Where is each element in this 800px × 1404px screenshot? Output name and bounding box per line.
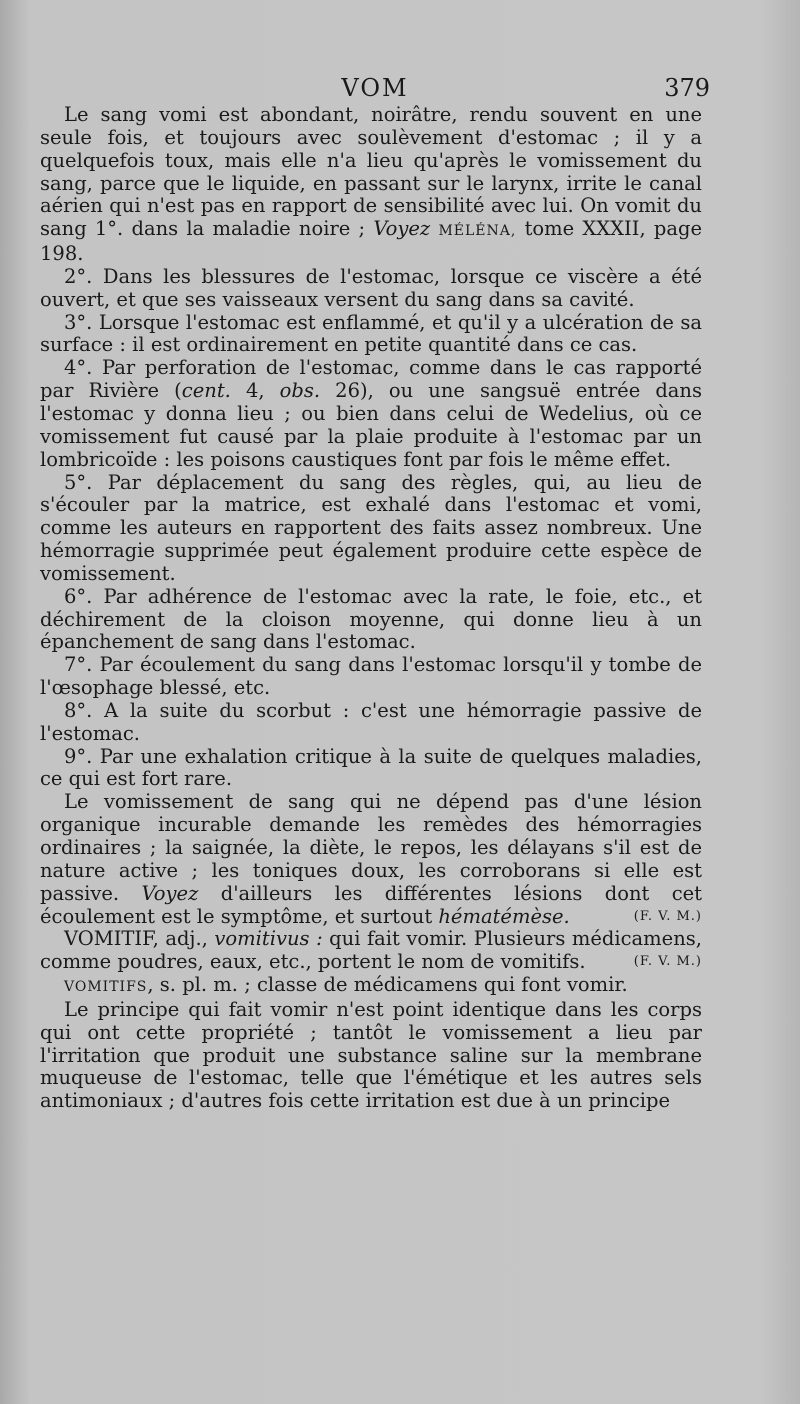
- paragraph-5: 5°. Par déplacement du sang des règles, qui, au lieu de s'écouler par la matrice, est exhalé dans l'estomac et vomi, comme les auteurs en rapportent des faits assez nombreux. Une hémorragie supprimée peut également produire cette espèce de vomissement.: [40, 470, 702, 585]
- paragraph-13: Le principe qui fait vomir n'est point identique dans les corps qui ont cette propriété ; tantôt le vomissement a lieu par l'irritation que produit une substance saline sur la membrane muqueuse de l'estomac, telle que l'émétique et les autres sels antimoniaux ; d'autres fois cette irritation est due à un principe: [40, 997, 702, 1113]
- entry-term: VOMITIFS: [64, 979, 148, 996]
- paragraph-10: Le vomissement de sang qui ne dépend pas d'une lésion organique incurable demande les remèdes des hémorragies ordinaires ; la saignée, la diète, le repos, les délayans s'il est de nature active ; les toniques doux, les corroborans si elle est passive. Voyez d'ailleurs les différentes lésions dont cet écoulement est le symptôme, et surtout hématémèse. (F. V. M.): [40, 790, 702, 928]
- paragraph-1: Le sang vomi est abondant, noirâtre, rendu souvent en une seule fois, et toujours avec soulèvement d'estomac ; il y a quelquefois toux, mais elle n'a lieu qu'après le vomissement du sang, parce que le liquide, en passant sur le larynx, irrite le canal aérien qui n'est pas en rapport de sensibilité avec lui. On vomit du sang 1°. dans la maladie noire ; Voyez MÉLÉNA, tome XXXII, page 198.: [40, 103, 703, 266]
- entry-term: VOMITIF: [64, 927, 153, 951]
- page-number: 379: [664, 74, 710, 102]
- entry-vomitifs: VOMITIFS, s. pl. m. ; classe de médicamens qui font vomir.: [64, 973, 628, 997]
- paragraph-2: 2°. Dans les blessures de l'estomac, lorsque ce viscère a été ouvert, et que ses vaisseaux versent du sang dans sa cavité.: [40, 264, 702, 311]
- running-title: VOM: [341, 74, 409, 102]
- paragraph-8: 8°. A la suite du scorbut : c'est une hémorragie passive de l'estomac.: [40, 698, 702, 745]
- paragraph-3: 3°. Lorsque l'estomac est enflammé, et qu'il y a ulcération de sa surface : il est ordinairement en petite quantité dans ce cas.: [40, 310, 702, 357]
- paragraph-6: 6°. Par adhérence de l'estomac avec la rate, le foie, etc., et déchirement de la cloison moyenne, qui donne lieu à un épanchement de sang dans l'estomac.: [40, 584, 702, 654]
- author-initials: (F. V. M.): [633, 954, 702, 970]
- author-initials: (F. V. M.): [633, 908, 702, 924]
- paragraph-7: 7°. Par écoulement du sang dans l'estomac lorsqu'il y tombe de l'œsophage blessé, etc.: [40, 653, 702, 700]
- entry-vomitif: VOMITIF, adj., vomitivus : qui fait vomir. Plusieurs médicamens, comme poudres, eaux, etc., portent le nom de vomitifs. (F. V. M.): [40, 927, 702, 974]
- body-text: [40, 104, 702, 1113]
- paragraph-4: 4°. Par perforation de l'estomac, comme dans le cas rapporté par Rivière (cent. 4, obs. 26), ou une sangsuë entrée dans l'estomac y donna lieu ; ou bien dans celui de Wedelius, où ce vomissement fut causé par la plaie produite à l'estomac par un lombricoïde : les poisons caustiques font par fois le même effet.: [40, 356, 702, 471]
- cross-reference-melena: MÉLÉNA,: [438, 223, 517, 240]
- paragraph-9: 9°. Par une exhalation critique à la suite de quelques maladies, ce qui est fort rare.: [40, 744, 702, 791]
- see-reference: Voyez: [373, 217, 431, 241]
- page-header: [40, 70, 710, 104]
